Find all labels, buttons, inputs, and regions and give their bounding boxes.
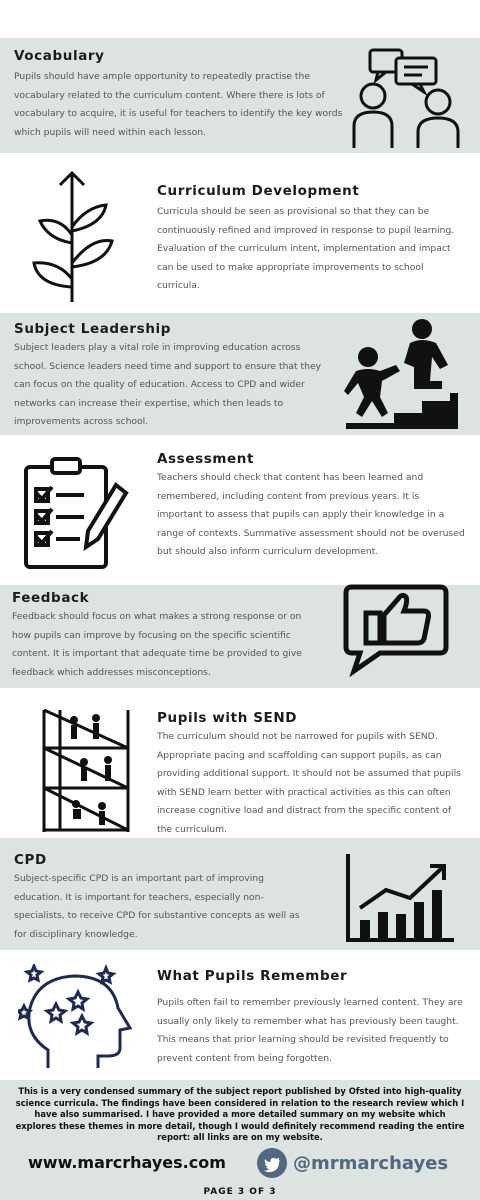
- section-what-pupils-remember: [0, 950, 480, 1080]
- section-body: Pupils should have ample opportunity to repeatedly practise the vocabulary related to the curriculum content. Where there is lots of vocabulary to acquire, it is useful for teachers to identify the key words which pupils will need within each lesson.: [14, 71, 343, 138]
- twitter-icon: [257, 1148, 287, 1178]
- section-title: Pupils with SEND: [157, 710, 298, 726]
- section-title: Subject Leadership: [14, 321, 172, 337]
- scaffolding-icon: [36, 706, 136, 834]
- section-vocabulary: [0, 38, 480, 153]
- section-subject-leadership: [0, 313, 480, 435]
- twitter-handle[interactable]: [257, 1147, 448, 1179]
- section-feedback: [0, 585, 480, 688]
- page-number: PAGE 3 OF 3: [203, 1187, 277, 1197]
- section-curriculum-development: [0, 153, 480, 313]
- section-body: Curricula should be seen as provisional so that they can be continuously refined and improved in response to pupil learning. Evaluation of the curriculum intent, implementation and impact can be used to make appropriate improvements to school curricula.: [157, 206, 455, 292]
- website-link[interactable]: www.marcrhayes.com: [28, 1153, 226, 1172]
- section-body: Pupils often fail to remember previously learned content. They are usually only likely to remember what has previously been taught. This means that prior learning should be revisited frequently to prevent content from being forgotten.: [157, 997, 463, 1064]
- section-title: What Pupils Remember: [157, 968, 348, 984]
- section-title: Feedback: [12, 590, 90, 606]
- section-assessment: [0, 435, 480, 585]
- conversation-icon: [350, 46, 465, 151]
- growing-plant-icon: [28, 167, 118, 307]
- twitter-handle-text: @mrmarchayes: [293, 1152, 449, 1174]
- checklist-clipboard-icon: [22, 455, 132, 575]
- section-body: Teachers should check that content has been learned and remembered, including content from previous years. It is important to assess that pupils can apply their knowledge in a range of contexts. Summative assessment should not be overused but should also inform curriculum development.: [157, 472, 465, 558]
- section-pupils-with-send: [0, 688, 480, 838]
- section-body: Subject leaders play a vital role in improving education across school. Science leaders need time and support to ensure that they can focus on the quality of education. Access to CPD and wider networks can increase their expertise, which then leads to improvements across school.: [14, 342, 322, 428]
- footer-bar: [0, 1145, 480, 1200]
- footer-note-text: This is a very condensed summary of the subject report published by Ofsted into high-quality science curricula. The findings have been considered in relation to the research review which I have also summarised. I have provided a more detailed summary on my website which explores these themes in more detail, though I would definitely recommend reading the entire report: all links are on my website.: [15, 1086, 465, 1143]
- section-title: Curriculum Development: [157, 183, 360, 199]
- section-body: The curriculum should not be narrowed for pupils with SEND. Appropriate pacing and scaffolding can support pupils, as can providing additional support. It should not be assumed that pupils with SEND learn better with practical activities as this can often increase cognitive load and distract from the specific content of the curriculum.: [157, 731, 461, 835]
- section-title: Vocabulary: [14, 48, 105, 64]
- growth-chart-icon: [344, 852, 456, 944]
- section-cpd: [0, 838, 480, 950]
- helping-hand-stairs-icon: [338, 317, 463, 429]
- section-body: Feedback should focus on what makes a strong response or on how pupils can improve by focusing on the specific scientific content. It is important that adequate time be provided to give feedback which addresses misconceptions.: [12, 611, 302, 678]
- thumbs-up-bubble-icon: [340, 577, 455, 677]
- section-title: CPD: [14, 852, 47, 868]
- section-body: Subject-specific CPD is an important part of improving education. It is important for teachers, especially non-specialists, to receive CPD for substantive concepts as well as for disciplinary knowledge.: [14, 873, 300, 940]
- head-stars-icon: [18, 964, 138, 1074]
- footer-note: [0, 1080, 480, 1152]
- section-title: Assessment: [157, 451, 255, 467]
